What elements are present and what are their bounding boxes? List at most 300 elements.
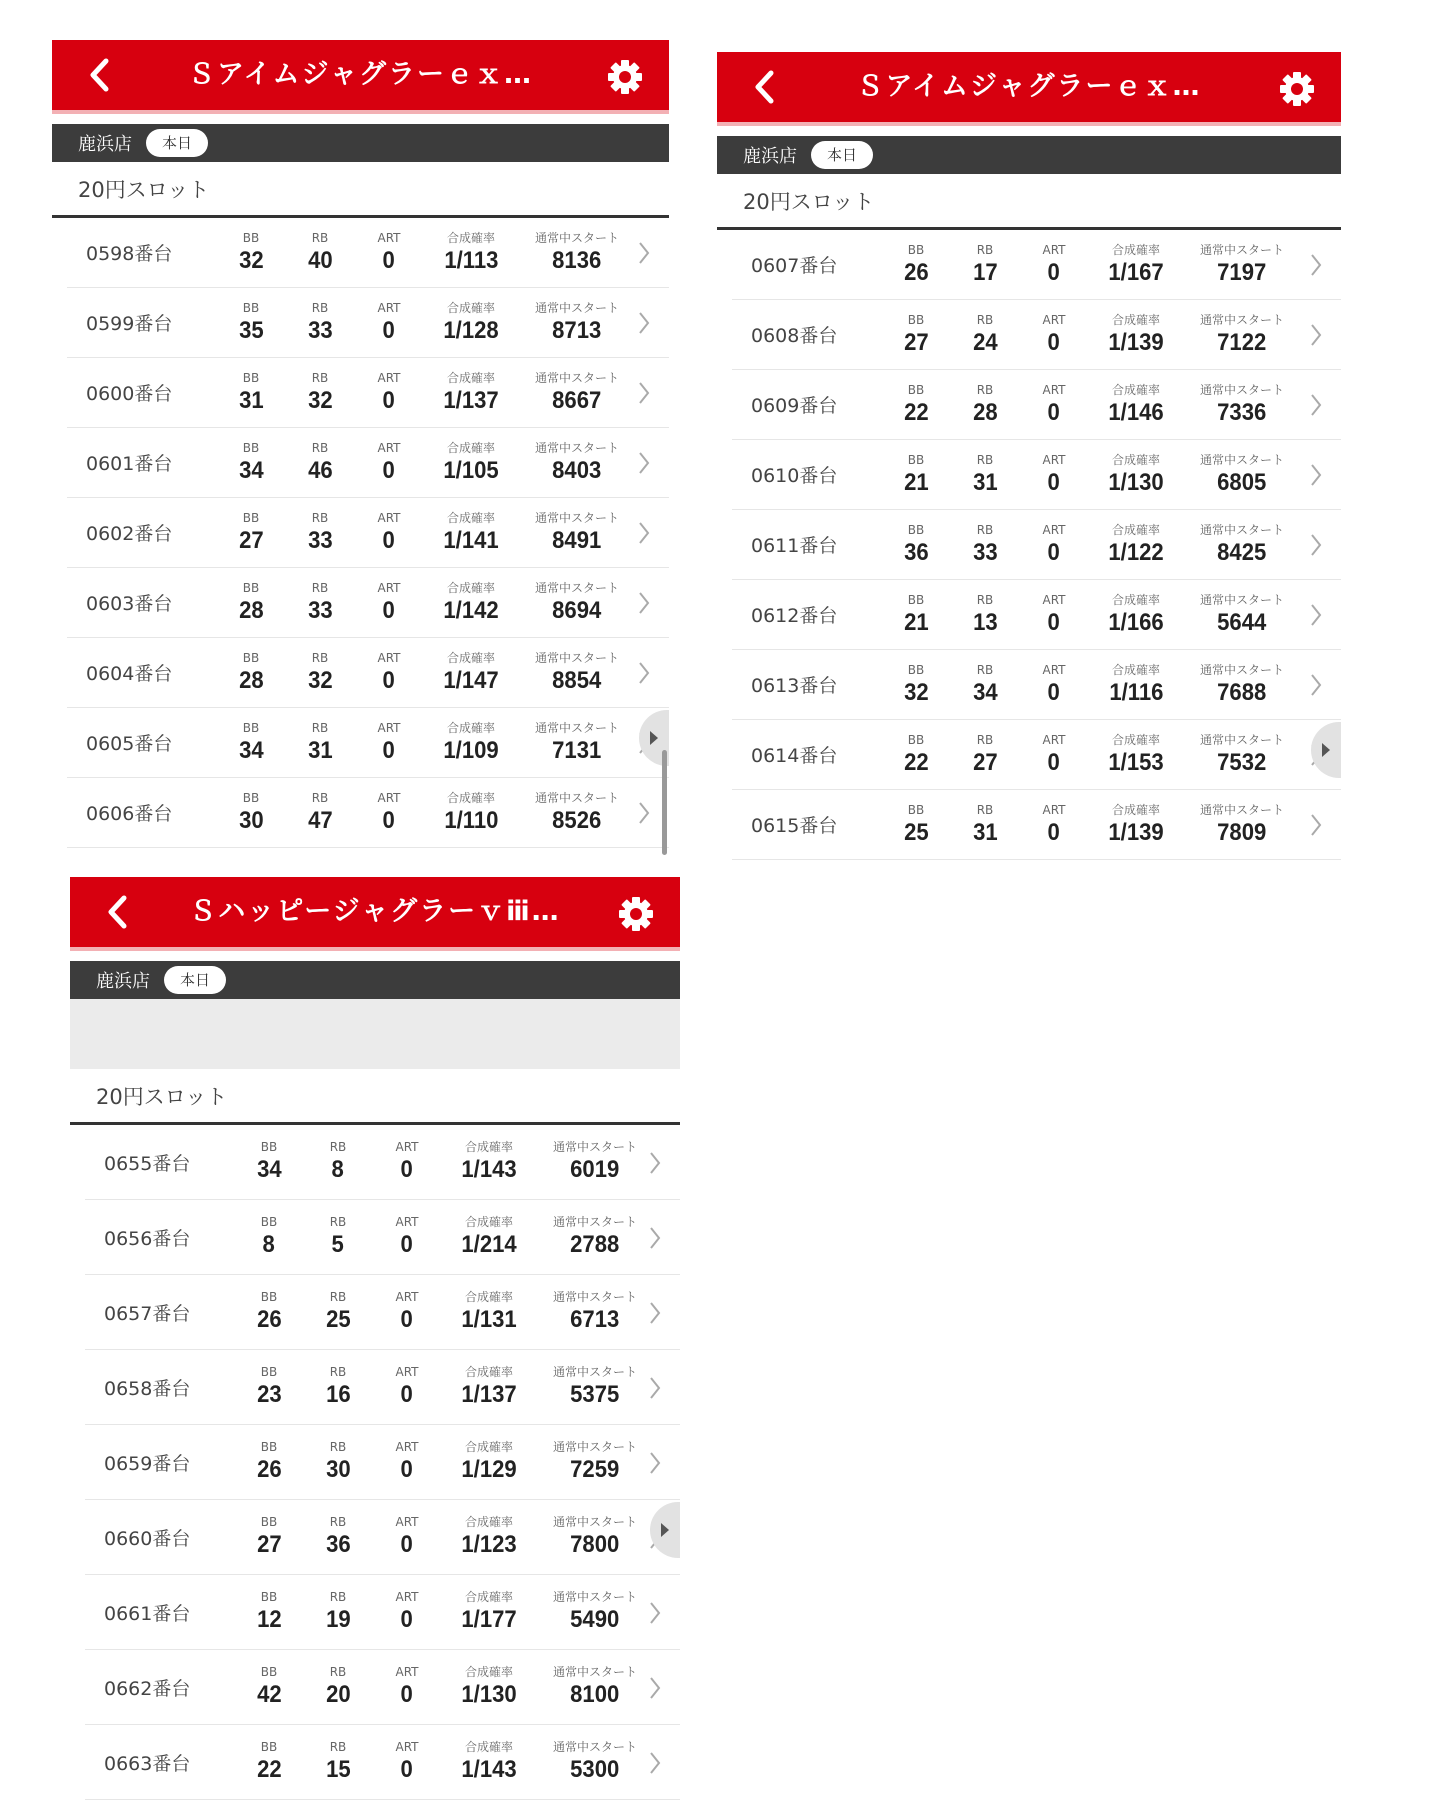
start-cell (1186, 242, 1298, 288)
art-label: ART (377, 790, 401, 805)
art-cell (357, 790, 421, 836)
bb-value: 23 (256, 1381, 282, 1408)
machine-row[interactable] (67, 778, 669, 848)
shop-name: 鹿浜店 (743, 146, 797, 167)
rate-label: 合成確率 (1111, 732, 1160, 747)
start-label: 通常中スタート (1199, 592, 1284, 607)
chevron-right-icon (1309, 392, 1323, 418)
rate-cell (421, 300, 521, 346)
rate-label: 合成確率 (464, 1740, 513, 1754)
start-cell (1186, 802, 1298, 848)
rb-value: 13 (972, 608, 998, 636)
machine-row[interactable] (85, 1725, 680, 1800)
machine-row[interactable] (732, 790, 1341, 860)
start-label: 通常中スタート (1199, 452, 1284, 467)
header-bar (70, 877, 680, 947)
chevron-right-icon (648, 1675, 662, 1701)
bb-cell (219, 650, 283, 696)
art-label: ART (377, 230, 401, 245)
rate-cell (1086, 732, 1186, 778)
art-value: 0 (400, 1606, 414, 1633)
art-cell (375, 1664, 439, 1710)
start-value: 2788 (570, 1231, 620, 1258)
start-label: 通常中スタート (534, 510, 619, 525)
art-cell (375, 1439, 439, 1485)
art-value: 0 (1047, 328, 1061, 356)
start-label: 通常中スタート (534, 580, 619, 595)
bb-value: 35 (238, 316, 264, 344)
art-label: ART (395, 1665, 419, 1679)
settings-button[interactable] (616, 894, 656, 934)
machine-row[interactable] (732, 300, 1341, 370)
machine-number: 0606番台 (86, 803, 173, 825)
bb-value: 27 (238, 526, 264, 554)
art-label: ART (395, 1365, 419, 1379)
machine-row[interactable] (67, 708, 669, 778)
start-value: 8136 (552, 246, 602, 274)
rb-cell (283, 230, 357, 276)
machine-row[interactable] (732, 580, 1341, 650)
rate-cell (1086, 452, 1186, 498)
art-cell (357, 300, 421, 346)
rb-value: 25 (325, 1306, 351, 1333)
rb-value: 8 (331, 1156, 345, 1183)
start-cell (1186, 522, 1298, 568)
chevron-right-icon (648, 1300, 662, 1326)
chevron-right-icon (648, 1600, 662, 1626)
rb-label: RB (311, 790, 329, 805)
art-label: ART (1042, 522, 1066, 537)
start-cell (539, 1289, 651, 1335)
rb-value: 30 (325, 1456, 351, 1483)
rate-value: 1/142 (443, 596, 499, 624)
art-value: 0 (400, 1681, 414, 1708)
rb-cell (283, 510, 357, 556)
art-value: 0 (1047, 258, 1061, 286)
rate-value: 1/143 (461, 1756, 517, 1783)
art-cell (1022, 452, 1086, 498)
machine-rows (52, 218, 669, 848)
rate-label: 合成確率 (446, 790, 495, 805)
machine-number: 0659番台 (104, 1452, 191, 1475)
rb-label: RB (329, 1215, 347, 1229)
bb-value: 12 (256, 1606, 282, 1633)
chevron-right-icon (1309, 322, 1323, 348)
bb-label: BB (242, 790, 260, 805)
art-label: ART (377, 510, 401, 525)
rb-value: 36 (325, 1531, 351, 1558)
art-cell (375, 1364, 439, 1410)
start-value: 6805 (1217, 468, 1267, 496)
bb-value: 26 (903, 258, 929, 286)
bb-cell (219, 790, 283, 836)
start-cell (1186, 732, 1298, 778)
rate-value: 1/147 (443, 666, 499, 694)
rate-value: 1/177 (461, 1606, 517, 1633)
start-value: 7197 (1217, 258, 1267, 286)
bb-value: 32 (903, 678, 929, 706)
rate-label: 合成確率 (464, 1365, 513, 1379)
rate-label: 合成確率 (1111, 452, 1160, 467)
art-cell (375, 1739, 439, 1785)
bb-label: BB (242, 580, 260, 595)
start-value: 7259 (570, 1456, 620, 1483)
machine-row[interactable] (85, 1125, 680, 1200)
art-value: 0 (1047, 818, 1061, 846)
rb-label: RB (329, 1440, 347, 1454)
start-cell (539, 1139, 651, 1185)
rb-cell (283, 300, 357, 346)
start-label: 通常中スタート (552, 1515, 637, 1529)
rb-value: 33 (307, 316, 333, 344)
art-label: ART (1042, 242, 1066, 257)
bb-label: BB (907, 242, 925, 257)
machine-row[interactable] (85, 1350, 680, 1425)
rate-value: 1/167 (1108, 258, 1164, 286)
bb-label: BB (907, 732, 925, 747)
bb-label: BB (242, 440, 260, 455)
rb-value: 34 (972, 678, 998, 706)
chevron-right-icon (648, 1150, 662, 1176)
art-cell (375, 1139, 439, 1185)
rb-value: 27 (972, 748, 998, 776)
start-cell (521, 230, 633, 276)
machine-row[interactable] (85, 1650, 680, 1725)
art-value: 0 (1047, 468, 1061, 496)
rate-value: 1/143 (461, 1156, 517, 1183)
start-cell (539, 1439, 651, 1485)
rate-cell (1086, 382, 1186, 428)
rb-label: RB (329, 1515, 347, 1529)
rb-label: RB (311, 580, 329, 595)
rb-cell (948, 802, 1022, 848)
start-value: 7131 (552, 736, 602, 764)
rate-label: 合成確率 (464, 1290, 513, 1304)
rb-cell (301, 1589, 375, 1635)
rate-label: 合成確率 (446, 370, 495, 385)
art-value: 0 (1047, 538, 1061, 566)
machine-number: 0657番台 (104, 1302, 191, 1325)
rb-value: 40 (307, 246, 333, 274)
rb-value: 5 (331, 1231, 345, 1258)
bb-cell (237, 1514, 301, 1560)
art-cell (375, 1214, 439, 1260)
bb-value: 28 (238, 596, 264, 624)
machine-row[interactable] (85, 1575, 680, 1650)
start-value: 8667 (552, 386, 602, 414)
art-label: ART (395, 1590, 419, 1604)
start-value: 8425 (1217, 538, 1267, 566)
bb-cell (884, 732, 948, 778)
machine-row[interactable] (67, 428, 669, 498)
start-label: 通常中スタート (1199, 382, 1284, 397)
day-badge[interactable]: 本日 (164, 966, 226, 994)
rate-value: 1/122 (1108, 538, 1164, 566)
art-label: ART (395, 1140, 419, 1154)
machine-row[interactable] (732, 720, 1341, 790)
bb-label: BB (907, 382, 925, 397)
rate-cell (421, 370, 521, 416)
start-label: 通常中スタート (1199, 732, 1284, 747)
bb-cell (237, 1739, 301, 1785)
art-cell (1022, 522, 1086, 568)
machine-rows (70, 1125, 680, 1800)
rate-value: 1/123 (461, 1531, 517, 1558)
machine-row[interactable] (732, 370, 1341, 440)
art-value: 0 (382, 456, 396, 484)
machine-row[interactable] (67, 288, 669, 358)
start-cell (521, 300, 633, 346)
header-bar (52, 40, 669, 110)
bb-label: BB (260, 1290, 278, 1304)
art-cell (1022, 312, 1086, 358)
gear-icon (1277, 69, 1317, 109)
rate-cell (439, 1664, 539, 1710)
bb-value: 22 (903, 748, 929, 776)
art-value: 0 (400, 1231, 414, 1258)
rb-value: 33 (972, 538, 998, 566)
start-value: 8100 (570, 1681, 620, 1708)
bb-label: BB (260, 1590, 278, 1604)
rb-label: RB (976, 242, 994, 257)
bb-label: BB (242, 720, 260, 735)
rate-value: 1/110 (443, 806, 499, 834)
start-label: 通常中スタート (1199, 802, 1284, 817)
chevron-right-icon (637, 380, 651, 406)
machine-row[interactable] (732, 230, 1341, 300)
machine-number: 0607番台 (751, 255, 838, 277)
chevron-right-icon (1309, 602, 1323, 628)
rate-label: 合成確率 (1111, 802, 1160, 817)
bb-label: BB (907, 802, 925, 817)
art-label: ART (377, 580, 401, 595)
bb-value: 31 (238, 386, 264, 414)
start-label: 通常中スタート (552, 1140, 637, 1154)
rate-label: 合成確率 (446, 650, 495, 665)
rate-cell (1086, 662, 1186, 708)
chevron-right-icon (1309, 532, 1323, 558)
rb-value: 33 (307, 596, 333, 624)
rate-label: 合成確率 (446, 300, 495, 315)
chevron-right-icon (637, 450, 651, 476)
art-cell (357, 510, 421, 556)
rb-label: RB (311, 370, 329, 385)
start-value: 7122 (1217, 328, 1267, 356)
rb-cell (948, 312, 1022, 358)
bb-cell (884, 312, 948, 358)
bb-value: 28 (238, 666, 264, 694)
rate-value: 1/109 (443, 736, 499, 764)
machine-number: 0660番台 (104, 1527, 191, 1550)
machine-row[interactable] (85, 1500, 680, 1575)
machine-row[interactable] (732, 650, 1341, 720)
rate-value: 1/146 (1108, 398, 1164, 426)
machine-number: 0604番台 (86, 663, 173, 685)
art-cell (357, 230, 421, 276)
start-cell (521, 440, 633, 486)
rb-label: RB (311, 720, 329, 735)
art-label: ART (395, 1440, 419, 1454)
bb-cell (219, 580, 283, 626)
settings-button[interactable] (1277, 69, 1317, 109)
start-cell (539, 1514, 651, 1560)
art-label: ART (1042, 452, 1066, 467)
bb-value: 22 (256, 1756, 282, 1783)
start-label: 通常中スタート (534, 650, 619, 665)
rb-label: RB (311, 300, 329, 315)
rb-cell (283, 580, 357, 626)
rb-cell (301, 1364, 375, 1410)
rb-label: RB (976, 732, 994, 747)
machine-row[interactable] (732, 440, 1341, 510)
machine-row[interactable] (67, 218, 669, 288)
start-value: 5300 (570, 1756, 620, 1783)
rb-cell (301, 1439, 375, 1485)
chevron-right-icon (1309, 812, 1323, 838)
art-value: 0 (1047, 678, 1061, 706)
chevron-right-icon (648, 1225, 662, 1251)
start-label: 通常中スタート (1199, 312, 1284, 327)
bb-value: 30 (238, 806, 264, 834)
chevron-right-icon (648, 1450, 662, 1476)
gear-icon (605, 57, 645, 97)
art-label: ART (377, 300, 401, 315)
machine-list-panel (717, 52, 1341, 860)
category-heading: 20円スロット (717, 174, 1341, 230)
rb-label: RB (976, 522, 994, 537)
start-value: 7800 (570, 1531, 620, 1558)
day-badge[interactable]: 本日 (146, 129, 208, 157)
day-badge[interactable]: 本日 (811, 141, 873, 169)
rate-label: 合成確率 (1111, 382, 1160, 397)
machine-row[interactable] (67, 358, 669, 428)
start-label: 通常中スタート (552, 1665, 637, 1679)
bb-cell (219, 230, 283, 276)
rb-cell (301, 1139, 375, 1185)
machine-row[interactable] (85, 1425, 680, 1500)
machine-row[interactable] (732, 510, 1341, 580)
machine-row[interactable] (67, 498, 669, 568)
rb-value: 19 (325, 1606, 351, 1633)
rate-value: 1/105 (443, 456, 499, 484)
rb-cell (301, 1514, 375, 1560)
machine-number: 0656番台 (104, 1227, 191, 1250)
start-cell (521, 720, 633, 766)
start-cell (539, 1589, 651, 1635)
rb-value: 46 (307, 456, 333, 484)
rb-cell (301, 1289, 375, 1335)
machine-row[interactable] (67, 568, 669, 638)
rb-value: 47 (307, 806, 333, 834)
machine-row[interactable] (85, 1275, 680, 1350)
shop-bar (70, 961, 680, 999)
bb-value: 34 (256, 1156, 282, 1183)
rb-cell (283, 370, 357, 416)
rate-cell (439, 1139, 539, 1185)
start-label: 通常中スタート (1199, 662, 1284, 677)
machine-number: 0610番台 (751, 465, 838, 487)
rate-label: 合成確率 (464, 1215, 513, 1229)
bb-value: 27 (256, 1531, 282, 1558)
rb-label: RB (311, 650, 329, 665)
rb-cell (301, 1664, 375, 1710)
rb-label: RB (976, 802, 994, 817)
bb-value: 34 (238, 736, 264, 764)
bb-cell (237, 1139, 301, 1185)
category-heading: 20円スロット (52, 162, 669, 218)
bb-cell (237, 1439, 301, 1485)
start-cell (539, 1739, 651, 1785)
start-value: 6019 (570, 1156, 620, 1183)
start-value: 5375 (570, 1381, 620, 1408)
rate-value: 1/137 (443, 386, 499, 414)
rb-value: 32 (307, 386, 333, 414)
bb-cell (884, 382, 948, 428)
machine-number: 0613番台 (751, 675, 838, 697)
page-title: Ｓアイムジャグラーｅｘ… (856, 71, 1202, 102)
page-title: Ｓハッピージャグラーｖⅲ… (189, 896, 561, 927)
page-title: Ｓアイムジャグラーｅｘ… (187, 59, 534, 90)
bb-cell (219, 720, 283, 766)
machine-row[interactable] (85, 1200, 680, 1275)
rb-label: RB (311, 440, 329, 455)
chevron-right-icon (637, 590, 651, 616)
art-label: ART (395, 1515, 419, 1529)
bb-label: BB (260, 1515, 278, 1529)
art-label: ART (377, 370, 401, 385)
rate-value: 1/139 (1108, 328, 1164, 356)
rb-value: 33 (307, 526, 333, 554)
machine-number: 0602番台 (86, 523, 173, 545)
art-value: 0 (382, 736, 396, 764)
rate-value: 1/113 (443, 246, 499, 274)
start-cell (521, 650, 633, 696)
bb-label: BB (242, 370, 260, 385)
shop-bar (52, 124, 669, 162)
art-label: ART (395, 1215, 419, 1229)
bb-label: BB (242, 230, 260, 245)
rb-cell (948, 592, 1022, 638)
start-value: 7688 (1217, 678, 1267, 706)
rate-value: 1/131 (461, 1306, 517, 1333)
rate-label: 合成確率 (446, 510, 495, 525)
art-cell (1022, 802, 1086, 848)
start-value: 7336 (1217, 398, 1267, 426)
play-right-icon (1320, 741, 1332, 759)
start-cell (521, 370, 633, 416)
scrollbar[interactable] (662, 750, 667, 855)
settings-button[interactable] (605, 57, 645, 97)
bb-value: 21 (903, 468, 929, 496)
rate-label: 合成確率 (446, 580, 495, 595)
bb-label: BB (260, 1140, 278, 1154)
art-value: 0 (400, 1456, 414, 1483)
bb-cell (219, 510, 283, 556)
machine-number: 0598番台 (86, 243, 173, 265)
start-label: 通常中スタート (534, 300, 619, 315)
machine-number: 0601番台 (86, 453, 173, 475)
art-label: ART (377, 720, 401, 735)
art-cell (1022, 242, 1086, 288)
start-value: 7809 (1217, 818, 1267, 846)
start-label: 通常中スタート (552, 1590, 637, 1604)
art-cell (357, 440, 421, 486)
rb-value: 20 (325, 1681, 351, 1708)
bb-label: BB (907, 662, 925, 677)
machine-row[interactable] (67, 638, 669, 708)
rate-label: 合成確率 (446, 440, 495, 455)
start-label: 通常中スタート (534, 440, 619, 455)
